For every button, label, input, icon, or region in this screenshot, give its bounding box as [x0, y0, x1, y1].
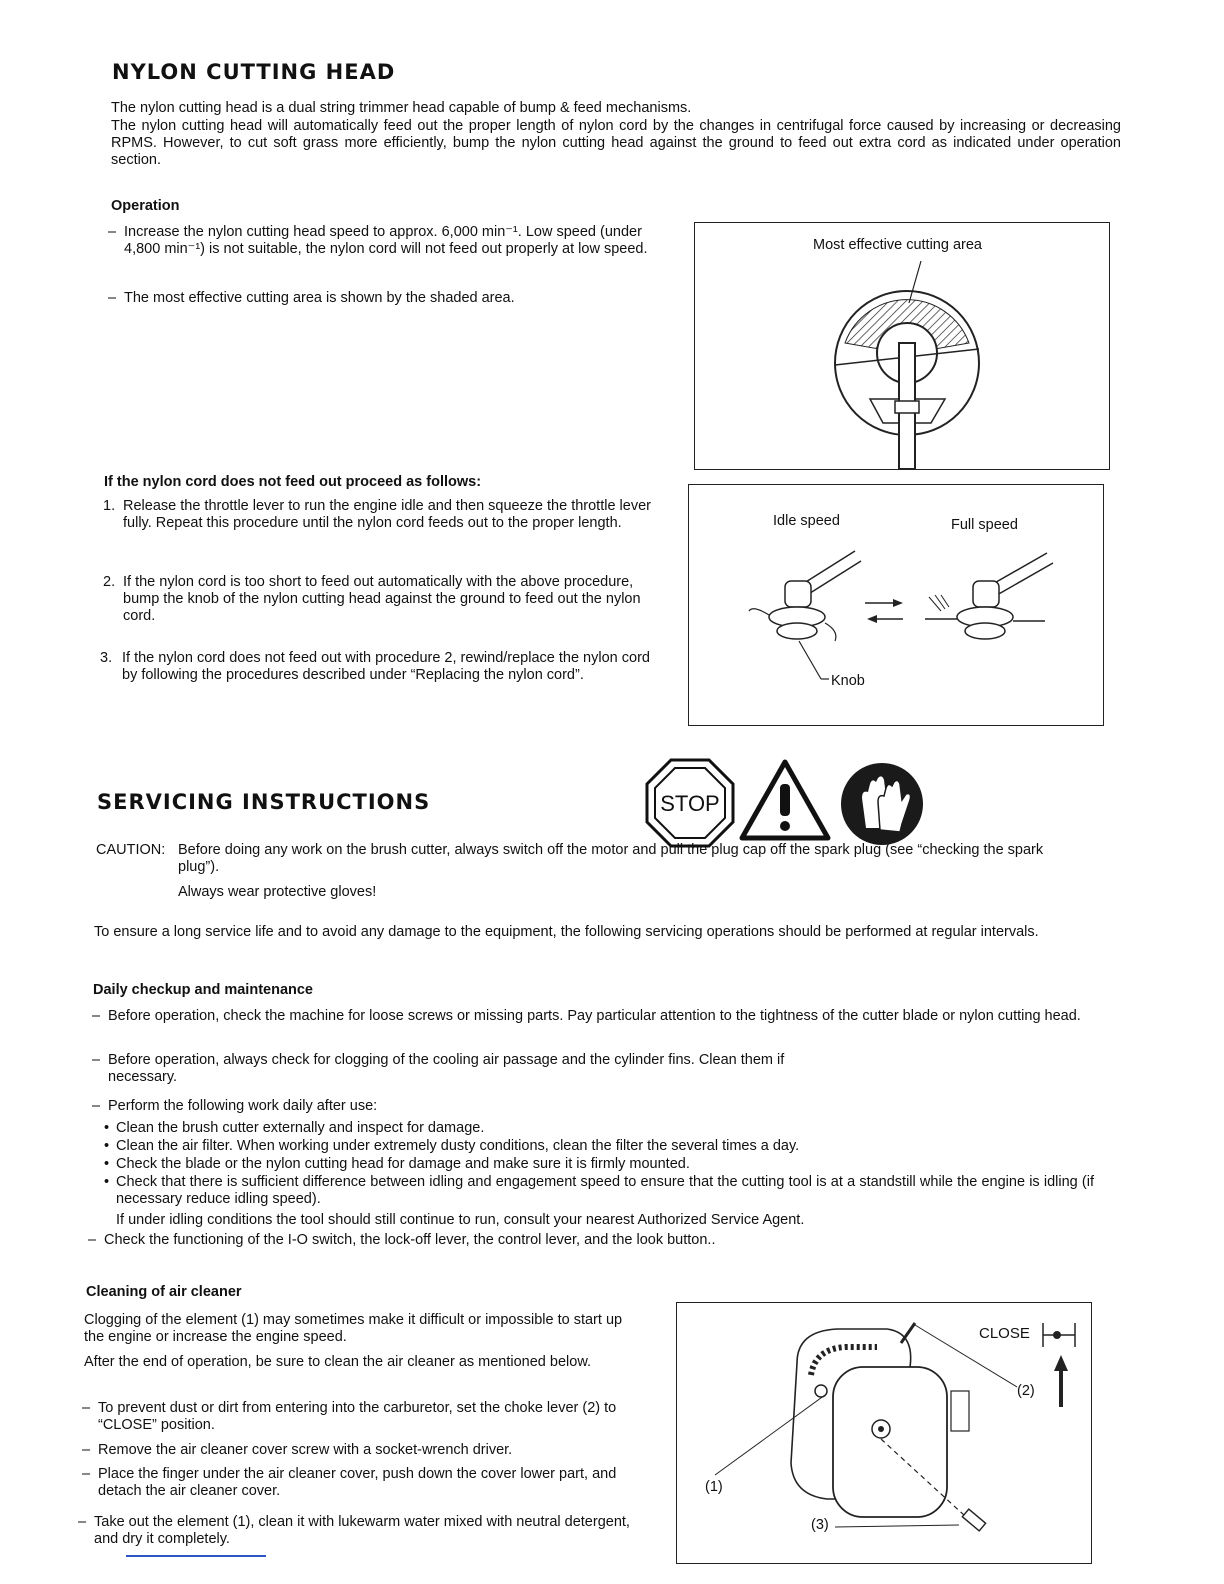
section-title-servicing: SERVICING INSTRUCTIONS: [97, 790, 431, 814]
section-title-nylon: NYLON CUTTING HEAD: [112, 60, 396, 84]
callout-1: (1): [705, 1479, 723, 1495]
air-item-2: – Remove the air cleaner cover screw with a socket-wrench driver.: [82, 1442, 513, 1458]
caution-text: Before doing any work on the brush cutter, always switch off the motor and pull the plug cap off the spark plug (see “checking the spark plug”).: [178, 842, 1044, 875]
op-item-2: – The most effective cutting area is shown by the shaded area.: [108, 290, 515, 306]
operation-heading: Operation: [111, 198, 180, 214]
air-cleaner-heading: Cleaning of air cleaner: [86, 1284, 242, 1300]
idle-speed-label: Idle speed: [773, 513, 840, 529]
daily-bullet-2: • Clean the air filter. When working under extremely dusty conditions, clean the filter the several times a day.: [104, 1138, 800, 1154]
callout-2: (2): [1017, 1383, 1035, 1399]
nylon-intro-2: The nylon cutting head will automatically feed out the proper length of nylon cord by the changes in centrifugal force caused by increasing or decreasing RPMS. However, to cut soft grass more efficiently, bump the nylon cutting head against the ground to feed out extra cord as indicated under operation section.: [111, 118, 1121, 168]
air-item-1: – To prevent dust or dirt from entering into the carburetor, set the choke lever (2) to “CLOSE” position.: [82, 1400, 617, 1433]
feed-step-1: 1. Release the throttle lever to run the engine idle and then squeeze the throttle lever fully. Repeat this procedure until the nylon cord feeds out to the proper length.: [103, 498, 651, 531]
air-intro-1: Clogging of the element (1) may sometimes make it difficult or impossible to start up the engine or increase the engine speed.: [84, 1312, 623, 1345]
figure-air-cleaner: [676, 1302, 1092, 1564]
daily-item-1: – Before operation, check the machine for loose screws or missing parts. Pay particular attention to the tightness of the cutter blade or nylon cutting head.: [92, 1008, 1081, 1024]
air-item-4: – Take out the element (1), clean it with lukewarm water mixed with neutral detergent, and dry it completely.: [78, 1514, 630, 1547]
air-intro-2: After the end of operation, be sure to clean the air cleaner as mentioned below.: [84, 1354, 592, 1370]
cutting-area-diagram: [695, 223, 1109, 469]
feed-step-3: 3. If the nylon cord does not feed out with procedure 2, rewind/replace the nylon cord by following the procedures described under “Replacing the nylon cord”.: [100, 650, 650, 683]
footer-rule: [126, 1555, 266, 1557]
warning-triangle-icon: [738, 758, 832, 842]
daily-item-2: – Before operation, always check for clogging of the cooling air passage and the cylinder fins. Clean them if necessary.: [92, 1052, 785, 1085]
knob-label: Knob: [831, 673, 865, 689]
air-cleaner-diagram: [677, 1303, 1091, 1563]
daily-last: – Check the functioning of the I-O switch, the lock-off lever, the control lever, and the look button..: [88, 1232, 716, 1248]
caution-gloves: Always wear protective gloves!: [178, 884, 377, 900]
callout-3: (3): [811, 1517, 829, 1533]
figure-caption-cutting-area: Most effective cutting area: [813, 237, 982, 253]
op-item-1: – Increase the nylon cutting head speed to approx. 6,000 min⁻¹. Low speed (under 4,800 min⁻¹) is not suitable, the nylon cord will not feed out properly at low speed.: [108, 224, 648, 257]
feed-heading: If the nylon cord does not feed out proceed as follows:: [104, 474, 482, 490]
caution-label: CAUTION:: [96, 842, 166, 858]
air-item-3: – Place the finger under the air cleaner cover, push down the cover lower part, and detach the air cleaner cover.: [82, 1466, 617, 1499]
daily-note: If under idling conditions the tool should still continue to run, consult your nearest Authorized Service Agent.: [116, 1212, 805, 1228]
svg-text:STOP: STOP: [660, 791, 720, 816]
feed-step-2: 2. If the nylon cord is too short to feed out automatically with the above procedure, bump the knob of the nylon cutting head against the ground to feed out the nylon cord.: [103, 574, 641, 624]
daily-heading: Daily checkup and maintenance: [93, 982, 313, 998]
idle-full-diagram: [689, 485, 1103, 725]
figure-cutting-area: [694, 222, 1110, 470]
figure-idle-full: [688, 484, 1104, 726]
daily-bullet-3: • Check the blade or the nylon cutting head for damage and make sure it is firmly mounted.: [104, 1156, 690, 1172]
gloves-icon: [840, 762, 924, 846]
stop-sign-icon: [645, 758, 735, 848]
servicing-intro: To ensure a long service life and to avoid any damage to the equipment, the following servicing operations should be performed at regular intervals.: [94, 924, 1039, 940]
full-speed-label: Full speed: [951, 517, 1018, 533]
close-label: CLOSE: [979, 1325, 1030, 1342]
daily-item-3: – Perform the following work daily after use:: [92, 1098, 378, 1114]
daily-bullet-1: • Clean the brush cutter externally and inspect for damage.: [104, 1120, 485, 1136]
daily-bullet-4: • Check that there is sufficient difference between idling and engagement speed to ensure that the cutting tool is at a standstill while the engine is idling (if necessary reduce idling speed).: [104, 1174, 1094, 1207]
nylon-intro-1: The nylon cutting head is a dual string trimmer head capable of bump & feed mechanisms.: [111, 100, 692, 116]
